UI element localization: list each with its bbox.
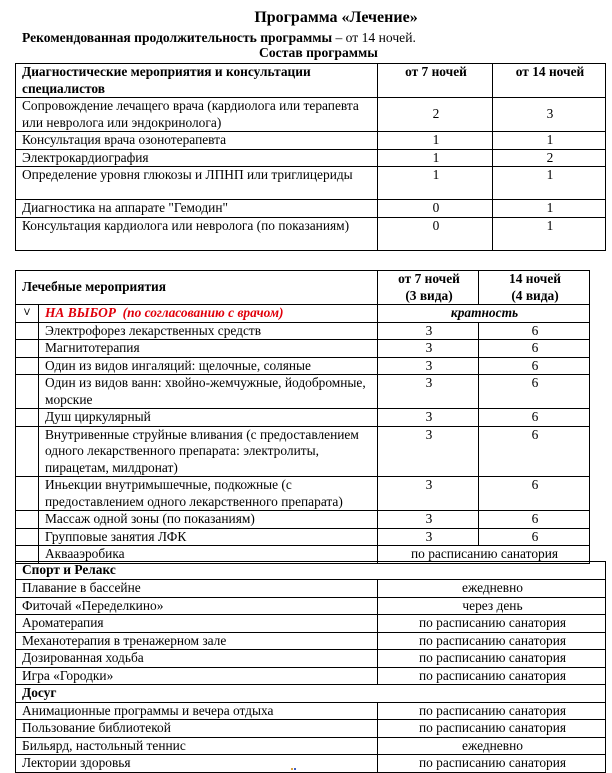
multiplicity-label: кратность: [378, 305, 590, 323]
row-marker: [16, 375, 39, 409]
row-value: по расписанию санатория: [378, 720, 606, 738]
row-value-7: 1: [378, 167, 493, 200]
table-row: [16, 632, 606, 650]
table-row: [16, 528, 590, 546]
row-value-7: 3: [378, 340, 479, 358]
composition-title: Состав программы: [259, 45, 378, 60]
section-header-row: [16, 562, 606, 580]
row-name: Механотерапия в тренажерном зале: [16, 632, 378, 650]
page-title: Программа «Лечение»: [254, 9, 418, 26]
row-name: Плавание в бассейне: [16, 580, 378, 598]
row-marker: [16, 511, 39, 529]
row-value: по расписанию санатория: [378, 632, 606, 650]
treatment-header-row: [16, 271, 590, 305]
row-value: по расписанию санатория: [378, 702, 606, 720]
diagnostics-header-name: Диагностические мероприятия и консультации специалистов: [16, 64, 378, 98]
row-name: Лектории здоровья: [16, 755, 378, 773]
diagnostics-header-14: от 14 ночей: [493, 64, 606, 98]
row-marker: [16, 477, 39, 511]
row-marker: [16, 357, 39, 375]
row-name: Душ циркулярный: [39, 409, 378, 427]
treatment-header-14-line1: 14 ночей: [509, 271, 562, 286]
row-value: по расписанию санатория: [378, 755, 606, 773]
table-row: [16, 200, 606, 218]
row-value-14: 6: [479, 477, 590, 511]
row-value: ежедневно: [378, 580, 606, 598]
treatment-header-name: Лечебные мероприятия: [16, 271, 378, 305]
treatment-table: [15, 270, 590, 564]
table-row: [16, 650, 606, 668]
table-row: [16, 580, 606, 598]
table-row: [16, 702, 606, 720]
row-marker: [16, 426, 39, 477]
section-header-row: [16, 685, 606, 703]
row-value-14: 6: [479, 511, 590, 529]
row-value-14: 6: [479, 357, 590, 375]
row-marker: [16, 528, 39, 546]
row-name: Иньекции внутримышечные, подкожные (с предоставлением одного лекарственного препарата): [39, 477, 378, 511]
row-name: Электрокардиография: [16, 149, 378, 167]
row-value-14: 2: [493, 149, 606, 167]
row-value-7: 3: [378, 322, 479, 340]
table-row: [16, 167, 606, 200]
treatment-header-7-line1: от 7 ночей: [398, 271, 460, 286]
row-name: Сопровождение лечащего врача (кардиолога или терапевта или невролога или эндокринолога): [16, 98, 378, 132]
row-name: Ароматерапия: [16, 615, 378, 633]
row-value-14: 6: [479, 528, 590, 546]
table-row: [16, 720, 606, 738]
row-value: по расписанию санатория: [378, 650, 606, 668]
row-name: Фиточай «Переделкино»: [16, 597, 378, 615]
row-value-7: 3: [378, 375, 479, 409]
choice-row: [16, 305, 590, 323]
row-value-14: 6: [479, 340, 590, 358]
row-value-14: 1: [493, 217, 606, 250]
treatment-header-7: [378, 271, 479, 305]
table-row: [16, 98, 606, 132]
row-value-7: 3: [378, 357, 479, 375]
table-row: [16, 340, 590, 358]
row-name: Диагностика на аппарате "Гемодин": [16, 200, 378, 218]
table-row: [16, 322, 590, 340]
diagnostics-header-7: от 7 ночей: [378, 64, 493, 98]
row-value-7: 3: [378, 426, 479, 477]
choice-note: (по согласованию с врачом): [122, 305, 284, 320]
row-value: по расписанию санатория: [378, 667, 606, 685]
row-value-7: 1: [378, 132, 493, 150]
table-row: [16, 375, 590, 409]
row-value-7: 3: [378, 477, 479, 511]
row-value-7: 0: [378, 217, 493, 250]
table-row: [16, 357, 590, 375]
duration-line: [22, 30, 416, 46]
row-value-7: 1: [378, 149, 493, 167]
row-value: через день: [378, 597, 606, 615]
row-name: Анимационные программы и вечера отдыха: [16, 702, 378, 720]
table-row: [16, 477, 590, 511]
checkmark-icon: V: [16, 305, 39, 323]
row-value-14: 1: [493, 200, 606, 218]
table-row: [16, 667, 606, 685]
row-value-7: 0: [378, 200, 493, 218]
row-value-7: 2: [378, 98, 493, 132]
row-name: Пользование библиотекой: [16, 720, 378, 738]
row-value-7: 3: [378, 511, 479, 529]
table-row: [16, 511, 590, 529]
row-value: ежедневно: [378, 737, 606, 755]
row-name: Магнитотерапия: [39, 340, 378, 358]
duration-label: Рекомендованная продолжительность программы: [22, 30, 333, 45]
sport-section-title: Спорт и Релакс: [16, 562, 606, 580]
table-row: [16, 217, 606, 250]
row-value-14: 6: [479, 409, 590, 427]
row-value: по расписанию санатория: [378, 546, 590, 564]
row-name: Консультация кардиолога или невролога (по показаниям): [16, 217, 378, 250]
table-row: [16, 755, 606, 773]
leisure-section-title: Досуг: [16, 685, 606, 703]
row-name: Групповые занятия ЛФК: [39, 528, 378, 546]
choice-label-cell: [39, 305, 378, 323]
row-value: по расписанию санатория: [378, 615, 606, 633]
row-name: Электрофорез лекарственных средств: [39, 322, 378, 340]
row-value-14: 6: [479, 375, 590, 409]
diagnostics-header-row: [16, 64, 606, 98]
row-marker: [16, 322, 39, 340]
row-name: Один из видов ингаляций: щелочные, соляные: [39, 357, 378, 375]
row-name: Массаж одной зоны (по показаниям): [39, 511, 378, 529]
table-row: [16, 615, 606, 633]
row-value-14: 6: [479, 322, 590, 340]
row-name: Игра «Городки»: [16, 667, 378, 685]
row-name: Аквааэробика: [39, 546, 378, 564]
sport-leisure-table: [15, 561, 606, 773]
table-row: [16, 149, 606, 167]
table-row: [16, 132, 606, 150]
row-value-14: 1: [493, 167, 606, 200]
table-row: [16, 737, 606, 755]
page-fragment-mark: [291, 768, 296, 770]
row-name: Консультация врача озонотерапевта: [16, 132, 378, 150]
row-value-14: 6: [479, 426, 590, 477]
duration-value: – от 14 ночей.: [332, 30, 416, 45]
row-value-14: 1: [493, 132, 606, 150]
choice-label: НА ВЫБОР: [45, 305, 116, 320]
row-name: Дозированная ходьба: [16, 650, 378, 668]
row-name: Бильярд, настольный теннис: [16, 737, 378, 755]
treatment-header-14-line2: (4 вида): [511, 287, 559, 303]
table-row: [16, 597, 606, 615]
row-value-7: 3: [378, 528, 479, 546]
treatment-header-7-line2: (3 вида): [405, 287, 453, 303]
row-name: Внутривенные струйные вливания (с предоставлением одного лекарственного препарата: электролиты, пирацетам, милдронат): [39, 426, 378, 477]
row-name: Один из видов ванн: хвойно-жемчужные, йодобромные, морские: [39, 375, 378, 409]
row-value-14: 3: [493, 98, 606, 132]
row-marker: [16, 340, 39, 358]
treatment-header-14: [479, 271, 590, 305]
diagnostics-table: [15, 63, 606, 251]
row-value-7: 3: [378, 409, 479, 427]
row-marker: [16, 409, 39, 427]
table-row: [16, 426, 590, 477]
table-row: [16, 409, 590, 427]
row-name: Определение уровня глюкозы и ЛПНП или триглицериды: [16, 167, 378, 200]
